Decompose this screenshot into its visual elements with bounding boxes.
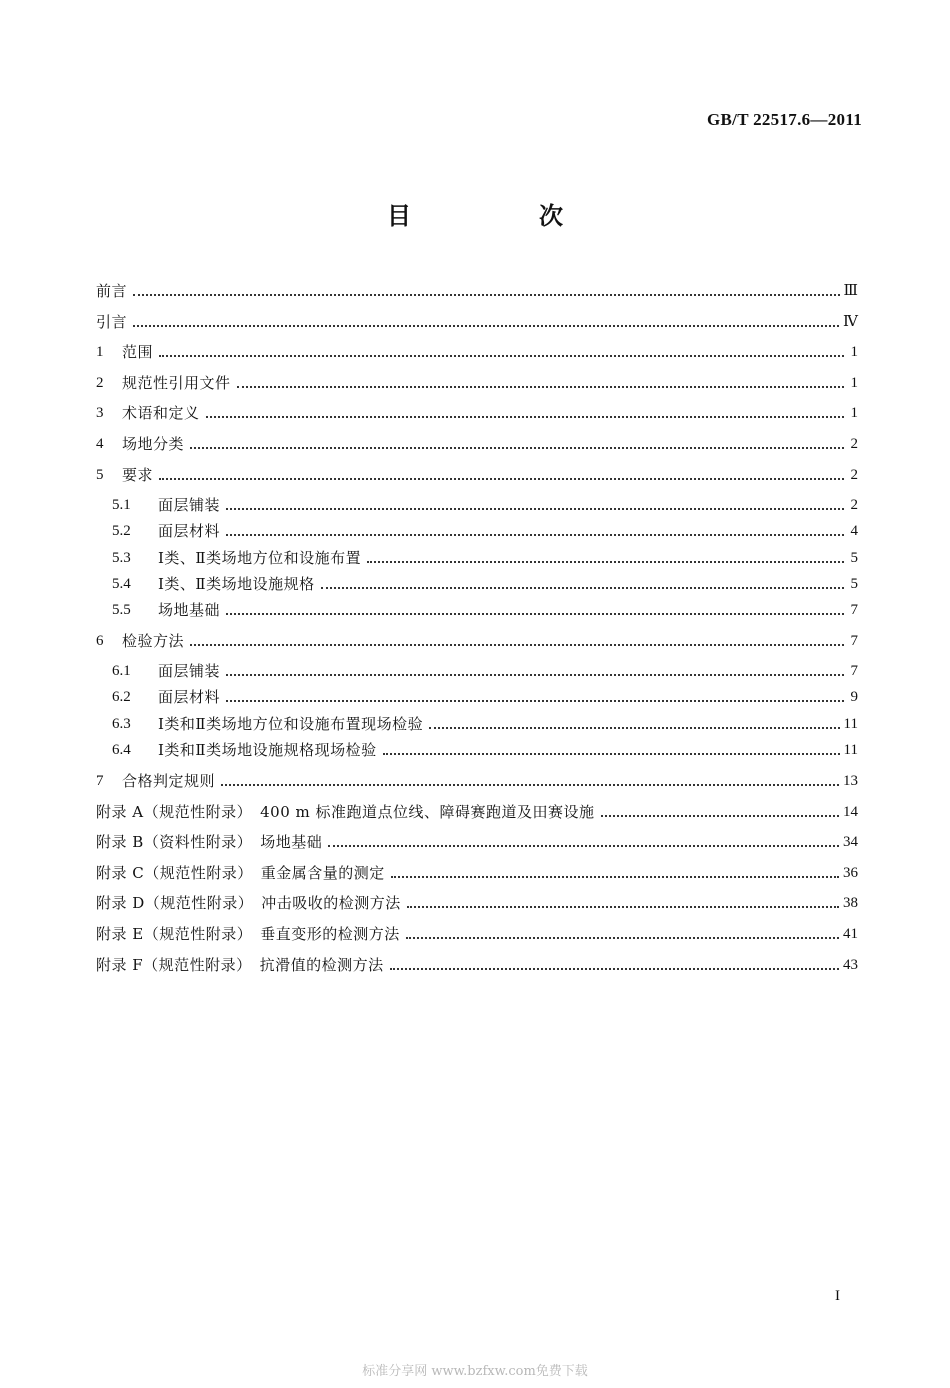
toc-entry-label: Ⅰ类和Ⅱ类场地方位和设施布置现场检验 — [158, 715, 424, 733]
toc-entry-page: 38 — [843, 895, 858, 911]
toc-entry-number: 6 — [96, 633, 104, 649]
toc-entry-6-1[interactable] — [112, 657, 858, 681]
toc-entry-label: Ⅰ类、Ⅱ类场地方位和设施布置 — [158, 549, 362, 567]
toc-entry-5-4[interactable] — [112, 570, 858, 594]
toc-entry-page: 1 — [850, 344, 858, 360]
toc-leader-dots — [383, 753, 840, 755]
toc-entry-5-3[interactable] — [112, 544, 858, 568]
toc-entry-6-2[interactable] — [112, 683, 858, 707]
page-title: 目 次 — [387, 202, 615, 230]
toc-leader-dots — [601, 815, 840, 817]
toc-entry-page: 41 — [843, 926, 858, 942]
toc-entry-page: 5 — [850, 550, 858, 566]
toc-entry-page: 11 — [843, 742, 858, 758]
toc-entry-label: Ⅰ类、Ⅱ类场地设施规格 — [158, 575, 315, 593]
toc-entry-label: 附录 A（规范性附录） 400 m 标准跑道点位线、障碍赛跑道及田赛设施 — [96, 803, 595, 821]
toc-entry-number: 6.3 — [112, 716, 131, 732]
toc-leader-dots — [237, 386, 844, 388]
toc-leader-dots — [406, 937, 839, 939]
toc-entry-7[interactable] — [96, 767, 858, 791]
toc-entry-number: 4 — [96, 436, 104, 452]
standard-code: GB/T 22517.6—2011 — [707, 110, 862, 129]
toc-entry-page: Ⅲ — [843, 283, 858, 299]
toc-entry-page: 7 — [850, 663, 858, 679]
toc-leader-dots — [226, 613, 844, 615]
toc-entry-4[interactable] — [96, 430, 858, 454]
toc-entry-label: 面层铺装 — [158, 662, 221, 680]
toc-entry-5[interactable] — [96, 461, 858, 485]
page-number: I — [835, 1288, 840, 1304]
toc-entry-page: 1 — [850, 375, 858, 391]
toc-entry-page: 2 — [850, 436, 858, 452]
toc-entry-number: 6.2 — [112, 689, 131, 705]
toc-entry-introduction[interactable] — [96, 308, 858, 332]
toc-entry-appendix-e[interactable] — [96, 920, 858, 944]
toc-entry-appendix-d[interactable] — [96, 889, 858, 913]
toc-entry-appendix-b[interactable] — [96, 828, 858, 852]
toc-entry-2[interactable] — [96, 369, 858, 393]
toc-entry-label: 附录 D（规范性附录） 冲击吸收的检测方法 — [96, 894, 401, 912]
toc-entry-foreword[interactable] — [96, 277, 858, 301]
toc-entry-number: 5.4 — [112, 576, 131, 592]
toc-entry-number: 7 — [96, 773, 104, 789]
toc-leader-dots — [133, 294, 840, 296]
toc-entry-label: 面层材料 — [158, 688, 221, 706]
toc-entry-number: 5.2 — [112, 523, 131, 539]
toc-entry-label: 前言 — [96, 282, 128, 300]
toc-entry-page: 2 — [850, 467, 858, 483]
toc-entry-page: Ⅳ — [843, 314, 858, 330]
toc-entry-label: 合格判定规则 — [122, 772, 216, 790]
toc-entry-page: 2 — [850, 497, 858, 513]
toc-entry-label: 规范性引用文件 — [122, 374, 231, 392]
toc-entry-number: 5 — [96, 467, 104, 483]
toc-leader-dots — [206, 416, 844, 418]
toc-entry-page: 7 — [850, 602, 858, 618]
toc-entry-6-4[interactable] — [112, 736, 858, 760]
toc-entry-1[interactable] — [96, 338, 858, 362]
toc-entry-label: 术语和定义 — [122, 404, 200, 422]
toc-leader-dots — [226, 508, 844, 510]
toc-entry-label: 要求 — [122, 466, 154, 484]
toc-entry-label: 场地基础 — [158, 601, 221, 619]
toc-leader-dots — [190, 644, 844, 646]
toc-entry-label: 场地分类 — [122, 435, 185, 453]
toc-entry-6-3[interactable] — [112, 710, 858, 734]
toc-entry-appendix-f[interactable] — [96, 951, 858, 975]
watermark: 标准分享网 www.bzfxw.com免费下载 — [362, 1364, 588, 1379]
toc-leader-dots — [226, 674, 844, 676]
toc-leader-dots — [367, 561, 844, 563]
toc-entry-number: 6.4 — [112, 742, 131, 758]
toc-entry-page: 36 — [843, 865, 858, 881]
toc-entry-page: 7 — [850, 633, 858, 649]
toc-leader-dots — [321, 587, 844, 589]
toc-entry-page: 14 — [843, 804, 858, 820]
toc-entry-label: 检验方法 — [122, 632, 185, 650]
toc-entry-number: 5.3 — [112, 550, 131, 566]
toc-entry-number: 2 — [96, 375, 104, 391]
toc-leader-dots — [429, 727, 839, 729]
toc-entry-page: 13 — [843, 773, 858, 789]
toc-leader-dots — [226, 700, 844, 702]
toc-entry-appendix-a[interactable] — [96, 798, 858, 822]
toc-leader-dots — [226, 534, 844, 536]
toc-entry-label: 附录 F（规范性附录） 抗滑值的检测方法 — [96, 956, 384, 974]
toc-entry-page: 43 — [843, 957, 858, 973]
toc-leader-dots — [391, 876, 839, 878]
toc-entry-page: 1 — [850, 405, 858, 421]
toc-leader-dots — [159, 478, 844, 480]
toc-entry-number: 3 — [96, 405, 104, 421]
toc-leader-dots — [133, 325, 839, 327]
toc-entry-page: 11 — [843, 716, 858, 732]
toc-entry-page: 9 — [850, 689, 858, 705]
toc-leader-dots — [390, 968, 839, 970]
toc-entry-label: 面层材料 — [158, 522, 221, 540]
toc-entry-number: 1 — [96, 344, 104, 360]
toc-entry-number: 5.5 — [112, 602, 131, 618]
toc-entry-label: 面层铺装 — [158, 496, 221, 514]
toc-entry-5-1[interactable] — [112, 491, 858, 515]
toc-entry-3[interactable] — [96, 399, 858, 423]
toc-leader-dots — [221, 784, 839, 786]
toc-entry-page: 34 — [843, 834, 858, 850]
toc-leader-dots — [159, 355, 844, 357]
toc-entry-label: Ⅰ类和Ⅱ类场地设施规格现场检验 — [158, 741, 377, 759]
toc-entry-number: 5.1 — [112, 497, 131, 513]
toc-leader-dots — [190, 447, 844, 449]
toc-entry-label: 引言 — [96, 313, 128, 331]
toc-entry-label: 范围 — [122, 343, 154, 361]
toc-leader-dots — [407, 906, 839, 908]
toc-entry-appendix-c[interactable] — [96, 859, 858, 883]
toc-entry-label: 附录 C（规范性附录） 重金属含量的测定 — [96, 864, 385, 882]
toc-entry-6[interactable] — [96, 627, 858, 651]
toc-entry-label: 附录 B（资料性附录） 场地基础 — [96, 833, 323, 851]
toc-entry-number: 6.1 — [112, 663, 131, 679]
toc-entry-page: 5 — [850, 576, 858, 592]
toc-entry-5-2[interactable] — [112, 517, 858, 541]
toc-entry-label: 附录 E（规范性附录） 垂直变形的检测方法 — [96, 925, 400, 943]
toc-leader-dots — [328, 845, 839, 847]
toc-entry-5-5[interactable] — [112, 596, 858, 620]
toc-entry-page: 4 — [850, 523, 858, 539]
